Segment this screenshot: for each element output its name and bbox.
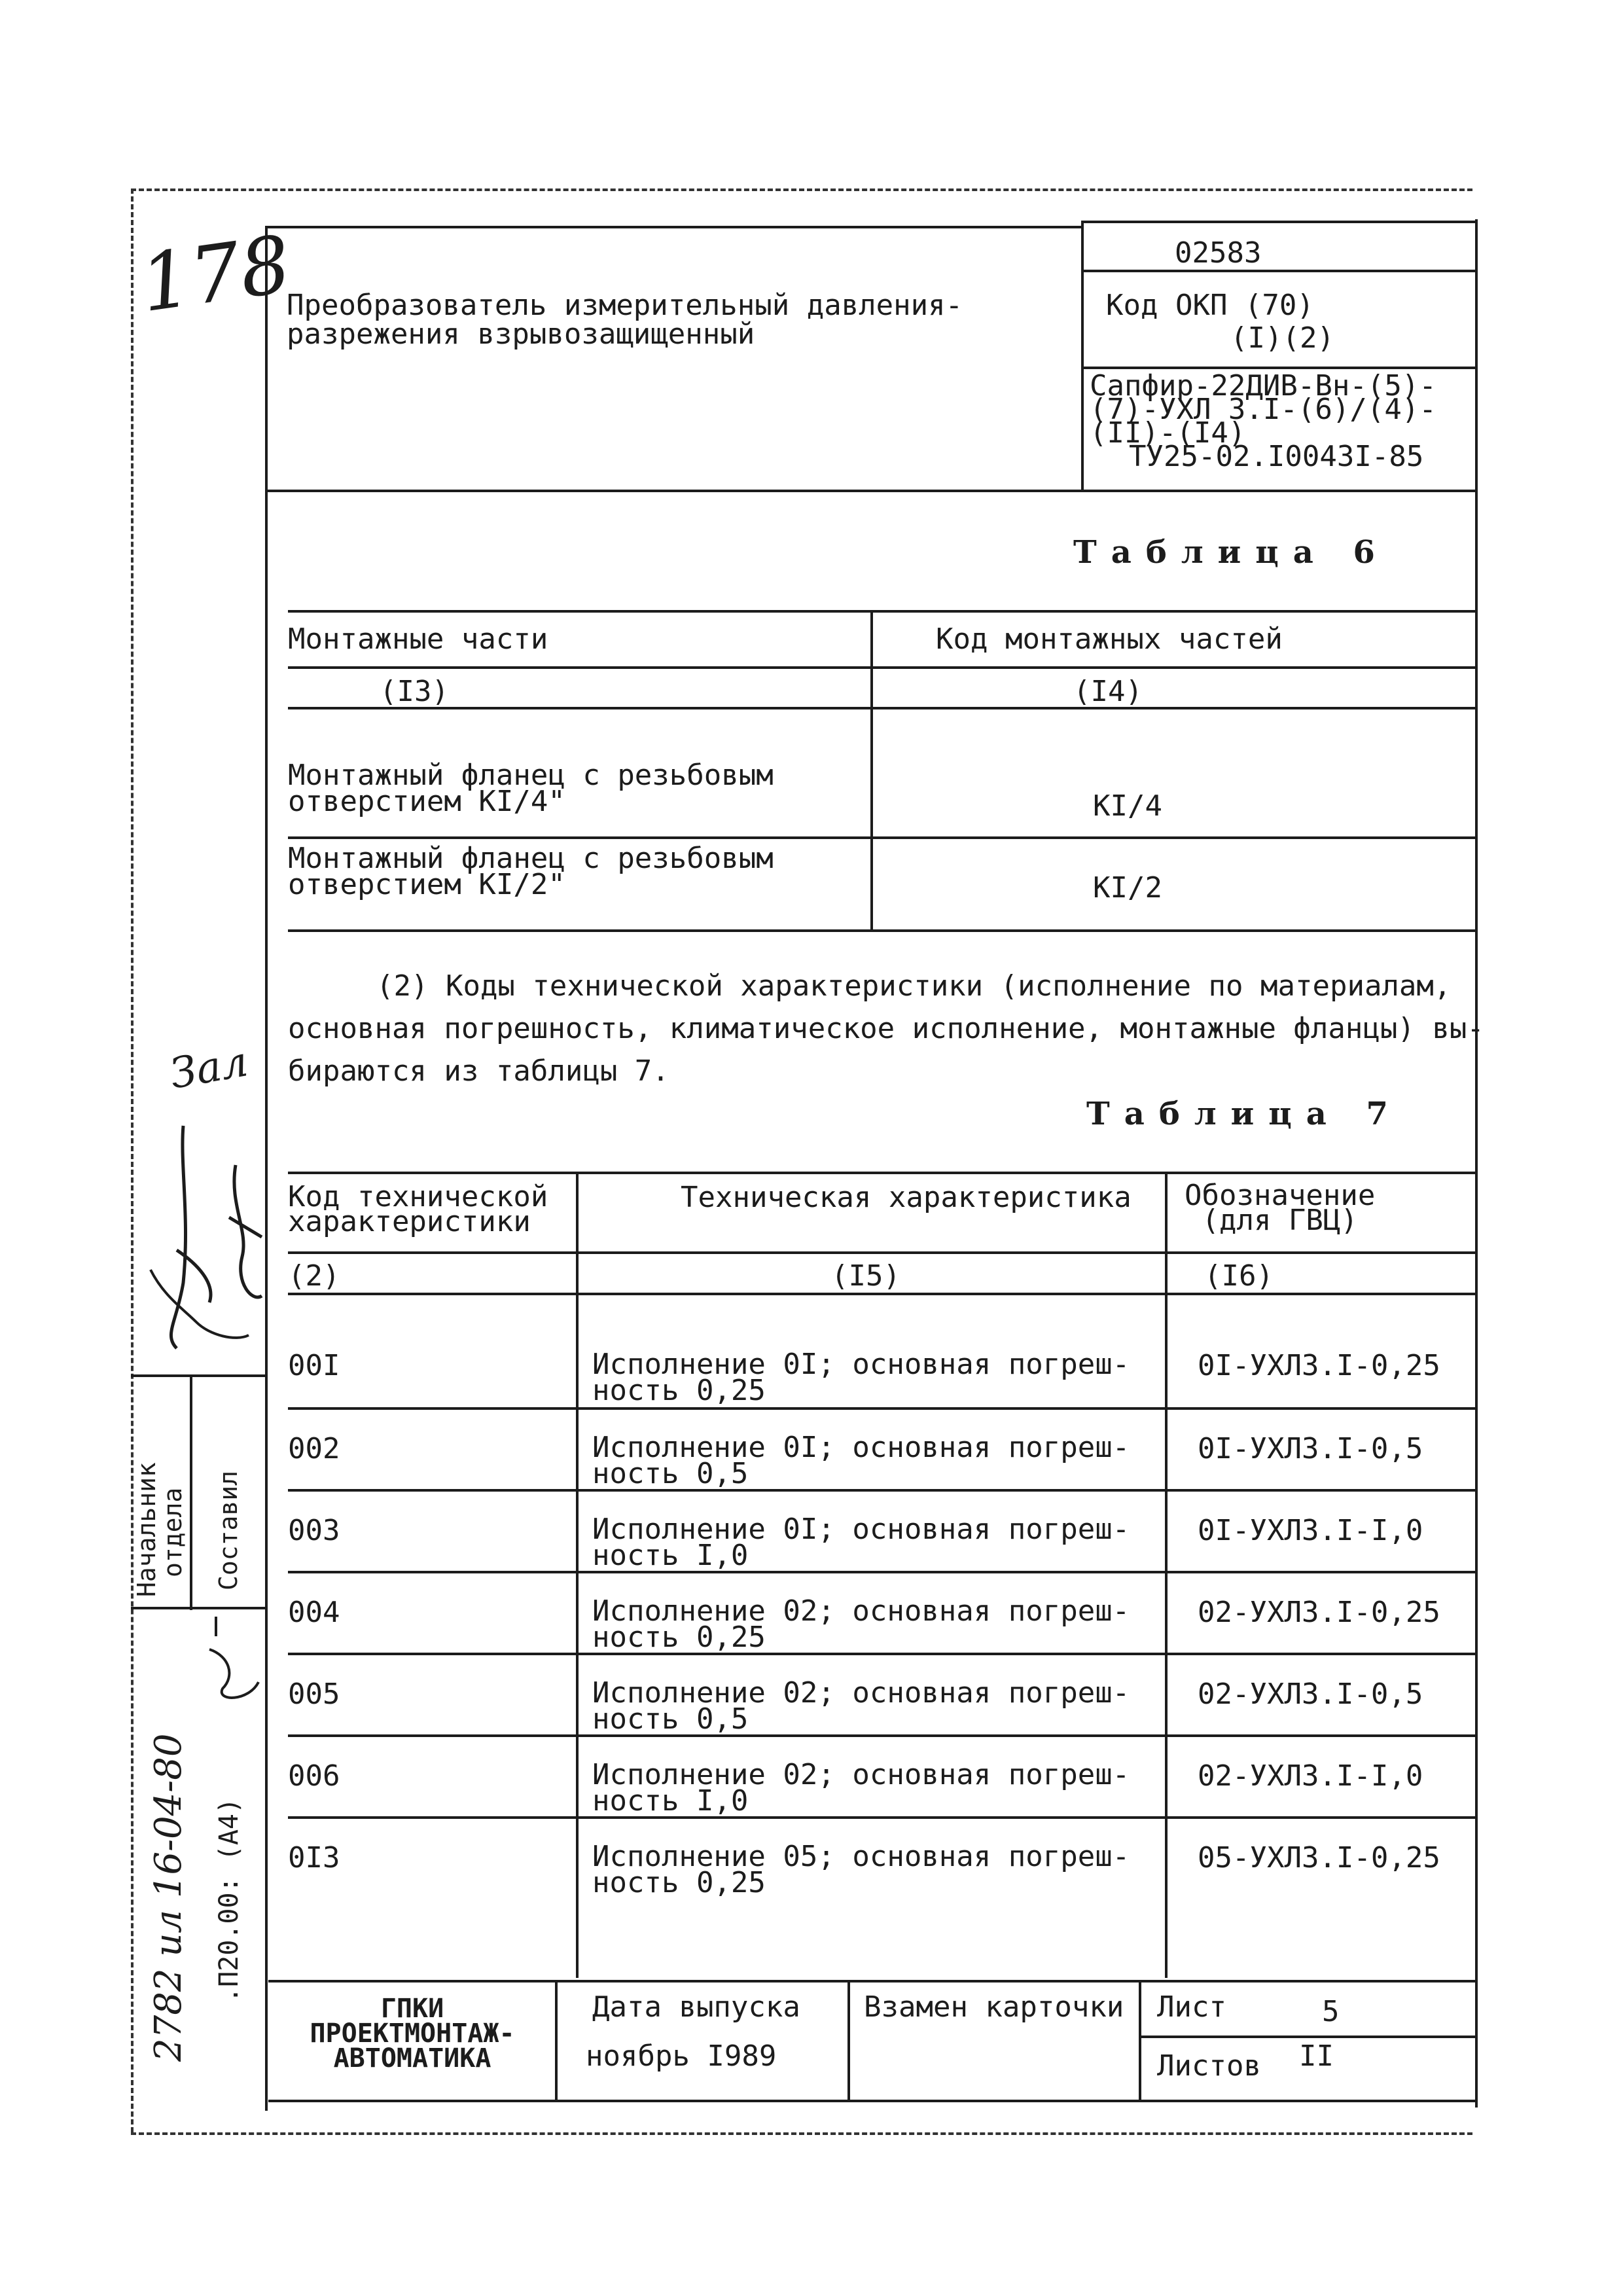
release-date-label: Дата выпуска [592, 1990, 800, 2024]
sheets-total-value: II [1299, 2039, 1334, 2073]
signatures-drawing [137, 1086, 268, 1401]
signature-scribble-2 [229, 1165, 262, 1297]
table6-num-line [288, 707, 1475, 709]
table6-row1-part: Монтажный фланец с резьбовым отверстием KI/4" [288, 759, 774, 818]
table-row-code: 006 [288, 1759, 340, 1793]
paragraph-line1: (2) Коды технической характеристики (исполнение по материалам, [376, 969, 1452, 1003]
sheet-label: Лист [1157, 1990, 1226, 2024]
table-row-designation: 02-УХЛЗ.I-I,0 [1198, 1759, 1423, 1793]
table7-num-line [288, 1293, 1475, 1295]
table7-header-line [288, 1251, 1475, 1254]
table-row-designation: 02-УХЛЗ.I-0,25 [1198, 1596, 1440, 1629]
table7-col1-divider [576, 1172, 579, 1978]
table-row-code: 003 [288, 1514, 340, 1547]
table6-row-line [288, 836, 1475, 839]
signature-scribble-1 [171, 1126, 211, 1348]
main-frame-top [265, 226, 1083, 228]
table-row-description: Исполнение 0I; основная погреш- ность I,0 [592, 1513, 1130, 1572]
table-row-code: 00I [288, 1349, 340, 1382]
table6-row1-code: KI/4 [1093, 789, 1162, 823]
organization-stamp: ГПКИ ПРОЕКТМОНТАЖ- АВТОМАТИКА [310, 1994, 515, 2073]
table7-col2-header: Техническая характеристика [681, 1181, 1132, 1214]
footer-sheet-line [1139, 2036, 1475, 2038]
paragraph-line2: основная погрешность, климатическое исполнение, монтажные фланцы) вы- [288, 1012, 1484, 1045]
table-row-code: 004 [288, 1596, 340, 1629]
table7-row-line-6 [288, 1816, 1475, 1819]
sheet-value: 5 [1322, 1995, 1340, 2028]
table7-col1-header: Код технической характеристики [288, 1180, 548, 1238]
table7-col2-number: (I5) [831, 1259, 901, 1293]
table7-row-line-3 [288, 1571, 1475, 1573]
table-row-description: Исполнение 02; основная погреш- ность I,0 [592, 1758, 1130, 1818]
table7-row-line-5 [288, 1734, 1475, 1737]
table7-row-line-4 [288, 1653, 1475, 1655]
table-row-code: 002 [288, 1432, 340, 1465]
replaces-card-label: Взамен карточки [864, 1990, 1124, 2024]
table6-col2-number: (I4) [1073, 675, 1143, 708]
table6-row2-code: KI/2 [1093, 871, 1162, 905]
signature-lower-drawing [196, 1610, 268, 1708]
header-box-top [1081, 221, 1478, 223]
paragraph-line3: бираются из таблицы 7. [288, 1054, 669, 1088]
header-divider [1081, 223, 1084, 491]
frame-left-border [131, 188, 134, 2132]
table-row-description: Исполнение 0I; основная погреш- ность 0,5 [592, 1431, 1130, 1490]
table-row-designation: 0I-УХЛЗ.I-0,25 [1198, 1349, 1440, 1382]
table6-header-line [288, 666, 1475, 669]
okp-code-line2: (I)(2) [1230, 321, 1334, 355]
table6-col1-header: Монтажные части [288, 622, 548, 656]
table7-caption: Таблица 7 [1086, 1096, 1402, 1132]
main-frame-right [1475, 219, 1478, 2108]
table-row-description: Исполнение 0I; основная погреш- ность 0,25 [592, 1348, 1130, 1407]
product-code: 02583 [1175, 236, 1262, 270]
release-date-value: ноябрь I989 [586, 2039, 777, 2073]
archive-handwritten-note: 2782 ил 16-04-80 [147, 1733, 190, 2062]
table-row-designation: 05-УХЛЗ.I-0,25 [1198, 1841, 1440, 1874]
side-strip-inner-line [190, 1374, 192, 1610]
table6-col1-number: (I3) [380, 675, 449, 708]
okp-code-line1: Код ОКП (70) [1106, 289, 1314, 322]
sheets-total-label: Листов [1157, 2049, 1261, 2083]
compiled-by-label: Составил [214, 1470, 243, 1590]
table-row-code: 005 [288, 1677, 340, 1711]
table7-row-line-2 [288, 1489, 1475, 1492]
table7-row-line-1 [288, 1407, 1475, 1410]
header-box-line1 [1081, 270, 1478, 272]
table-row-code: 0I3 [288, 1841, 340, 1874]
side-strip-bottom-line [131, 1607, 265, 1609]
table-row-designation: 0I-УХЛЗ.I-I,0 [1198, 1514, 1423, 1547]
table-row-description: Исполнение 05; основная погреш- ность 0,25 [592, 1840, 1130, 1899]
frame-bottom-border [131, 2132, 1472, 2135]
table7-col3-header: Обозначение (для ГВЦ) [1185, 1179, 1376, 1237]
archive-code: .П20.00: (А4) [214, 1797, 244, 2003]
table6-top-line [288, 610, 1475, 613]
signature-scribble-3 [151, 1270, 249, 1338]
table7-col1-number: (2) [288, 1259, 340, 1293]
table-row-designation: 02-УХЛЗ.I-0,5 [1198, 1677, 1423, 1711]
frame-top-border [131, 188, 1472, 191]
table6-col2-header: Код монтажных частей [936, 622, 1283, 656]
signature-scribble-4 [209, 1617, 259, 1698]
department-label: отдела [158, 1487, 187, 1577]
footer-divider-3 [1139, 1980, 1141, 2101]
footer-top-line [268, 1980, 1475, 1982]
table-row-designation: 0I-УХЛЗ.I-0,5 [1198, 1432, 1423, 1465]
designation: Сапфир-22ДИВ-Вн-(5)- (7)-УХЛ 3.I-(6)/(4)- (II)-(I4) ТУ25-02.I0043I-85 [1090, 369, 1436, 473]
table6-bottom-line [288, 929, 1475, 932]
table6-caption: Таблица 6 [1073, 534, 1389, 571]
signature-top: Зал [166, 1037, 252, 1099]
head-of-department-label: Начальник [132, 1462, 161, 1597]
footer-bottom-line [268, 2100, 1475, 2102]
table-row-description: Исполнение 02; основная погреш- ность 0,25 [592, 1594, 1130, 1654]
footer-divider-1 [555, 1980, 558, 2101]
table7-top-line [288, 1172, 1475, 1174]
table6-row2-part: Монтажный фланец с резьбовым отверстием KI/2" [288, 842, 774, 901]
footer-divider-2 [847, 1980, 850, 2101]
sheet-number-handwritten: 178 [135, 219, 296, 331]
header-bottom-line [265, 490, 1475, 492]
table6-col-divider [870, 610, 873, 931]
header-title: Преобразователь измерительный давления- разрежения взрывозащищенный [287, 289, 963, 351]
table-row-description: Исполнение 02; основная погреш- ность 0,5 [592, 1676, 1130, 1736]
table7-col3-number: (I6) [1204, 1259, 1274, 1293]
table7-col2-divider [1165, 1172, 1168, 1978]
